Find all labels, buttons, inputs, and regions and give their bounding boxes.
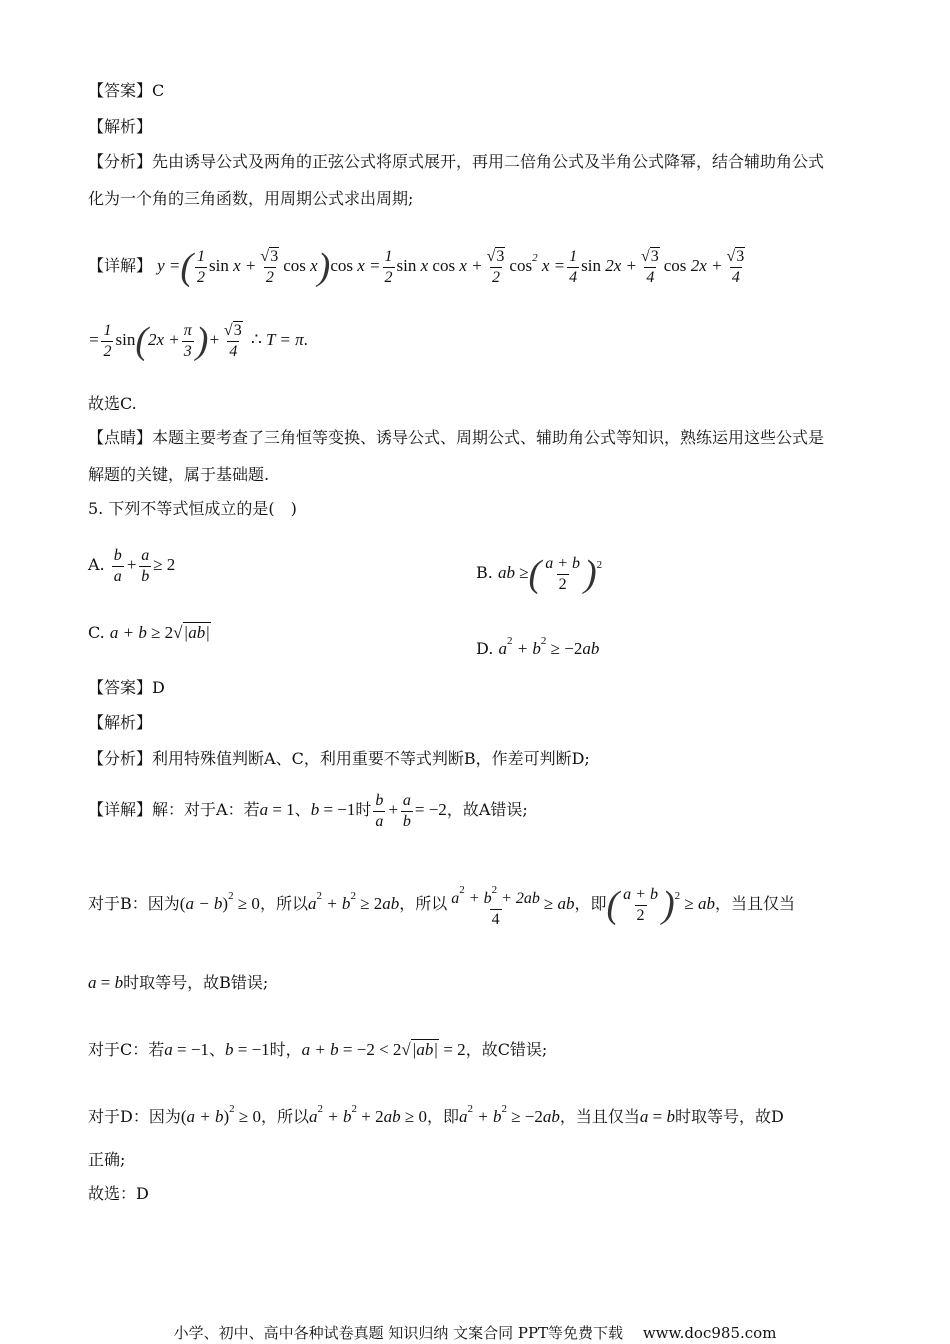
- formula: $(a + b)^2 \ge 0$: [180, 1103, 262, 1126]
- q5-xiangjie-b-2: [88, 972, 268, 994]
- q5-option-d: [476, 630, 599, 660]
- option-d-formula: $a^2 + b^2 \ge -2ab$: [498, 635, 600, 658]
- q5-guxuan: 故选：D: [88, 1184, 149, 1203]
- q5-xiangjie-d-2: 正确;: [88, 1150, 126, 1169]
- fenxi-tag: 【分析】: [88, 152, 153, 171]
- formula-y-expansion: y =( $\frac{1}{2}$ sin x + $\frac{√3}{2}$ cos x)cos x = $\frac{1}{2}$ sin x cos x + $\frac{√3}{2}$ $\cos^2 x$ = $\frac{1}{4}$ sin 2x + $\frac{√3}{4}$ cos 2x + $\frac{√3}{4}$: [157, 246, 745, 289]
- text: 时，: [269, 1040, 302, 1059]
- q5-fenxi-tag: 【分析】: [88, 749, 153, 768]
- text: ，即: [426, 1107, 459, 1126]
- dianjing-line-2: 解题的关键，属于基础题.: [88, 465, 270, 484]
- guxuan-c: 故选C.: [88, 394, 137, 413]
- q5-option-a: [88, 540, 175, 590]
- option-c-formula: a + b ≥ 2√|ab|: [109, 623, 210, 642]
- page-footer: 小学、初中、高中各种试卷真题 知识归纳 文案合同 PPT等免费下载 www.doc985.com: [173, 1324, 777, 1342]
- q5-option-b: [476, 540, 602, 599]
- formula: $a^2 + b^2 + 2ab \ge 0$: [309, 1103, 427, 1126]
- fenxi-line-2: 化为一个角的三角函数，用周期公式求出周期;: [88, 189, 414, 208]
- dianjing-tag: 【点睛】: [88, 428, 153, 447]
- q5-xiangjie-c: [88, 1039, 547, 1061]
- text: 解：对于A：若: [152, 800, 260, 819]
- text: 时取等号，故D: [674, 1107, 784, 1126]
- formula: $a^2 + b^2 \ge 2ab$: [307, 890, 400, 913]
- answer-value: C: [152, 81, 165, 100]
- option-c-label: C.: [88, 623, 105, 642]
- option-b-label: B.: [476, 563, 493, 582]
- q5-stem: 5. 下列不等式恒成立的是( ): [88, 499, 297, 518]
- text: 时取等号，故B错误;: [123, 973, 269, 992]
- answer-tag: 【答案】: [88, 81, 153, 100]
- q5-answer-value: D: [152, 678, 165, 697]
- q5-xiangjie-a: [88, 782, 528, 838]
- dianjing-text: 本题主要考查了三角恒等变换、诱导公式、周期公式、辅助角公式等知识，熟练运用这些公式是: [152, 428, 825, 447]
- q5-answer-line: [88, 677, 165, 699]
- dianjing-line-1: [88, 427, 824, 449]
- text: 对于B：因为: [88, 894, 180, 913]
- q5-xiangjie-d: [88, 1098, 784, 1128]
- formula: a = −1: [164, 1040, 209, 1059]
- text: ，故A错误;: [446, 800, 528, 819]
- xiangjie-tag: 【详解】: [88, 256, 153, 275]
- formula: a = 1: [259, 800, 295, 819]
- text: 时: [355, 800, 372, 819]
- q5-fenxi-line: [88, 748, 590, 770]
- option-a-formula: $\frac{b}{a}$ + $\frac{a}{b}$ ≥ 2: [113, 546, 176, 585]
- q5-option-c: [88, 622, 211, 644]
- q5-jiexi-tag: 【解析】: [88, 713, 153, 732]
- fenxi-line-1: [88, 151, 824, 173]
- xiangjie-line-1: [88, 230, 749, 295]
- text: 对于D：因为: [88, 1107, 181, 1126]
- text: ，即: [574, 894, 607, 913]
- formula: b = −1: [224, 1040, 270, 1059]
- text: 、: [208, 1040, 225, 1059]
- option-a-label: A.: [88, 555, 105, 574]
- answer-line: [88, 80, 164, 102]
- text: 对于C：若: [88, 1040, 165, 1059]
- text: ，故C错误;: [465, 1040, 548, 1059]
- q5-answer-tag: 【答案】: [88, 678, 153, 697]
- fenxi-text: 先由诱导公式及两角的正弦公式将原式展开，再用二倍角公式及半角公式降幂，结合辅助角公式: [152, 152, 825, 171]
- text: ，当且仅当: [559, 1107, 640, 1126]
- text: 、: [294, 800, 311, 819]
- formula: $(a - b)^2 \ge 0$: [179, 890, 260, 913]
- text: ，所以: [399, 894, 448, 913]
- formula: a = b: [88, 973, 124, 992]
- formula: $\frac{b}{a}$ + $\frac{a}{b}$ = −2: [375, 791, 447, 830]
- q5-xiangjie-b: [88, 866, 795, 935]
- text: ，所以: [259, 894, 308, 913]
- xiangjie-line-2: [88, 312, 308, 369]
- formula-simplified: = $\frac{1}{2}$ sin(2x + $\frac{\pi}{3}$ )+ $\frac{√3}{4}$ ∴ T = π.: [88, 320, 308, 363]
- jiexi-tag: 【解析】: [88, 117, 153, 136]
- q5-xiangjie-tag: 【详解】: [88, 800, 153, 819]
- text: ，所以: [261, 1107, 310, 1126]
- option-d-label: D.: [476, 639, 494, 658]
- text: ，当且仅当: [714, 894, 795, 913]
- formula: b = −1: [310, 800, 356, 819]
- formula: a + b = −2 < 2√|ab| = 2: [301, 1040, 466, 1059]
- formula: a = b: [639, 1107, 675, 1126]
- formula: ( $\frac{a + b}{2}$ )$^2$ ≥ ab: [606, 884, 715, 927]
- option-b-formula: ab ≥( $\frac{a + b}{2}$ )$^2$: [497, 553, 603, 596]
- formula: $a^2 + b^2 \ge -2ab$: [458, 1103, 560, 1126]
- formula: $\frac{a^2 + b^2 + 2ab}{4}$ ≥ ab: [451, 884, 575, 929]
- q5-fenxi-text: 利用特殊值判断A、C，利用重要不等式判断B，作差可判断D;: [152, 749, 590, 768]
